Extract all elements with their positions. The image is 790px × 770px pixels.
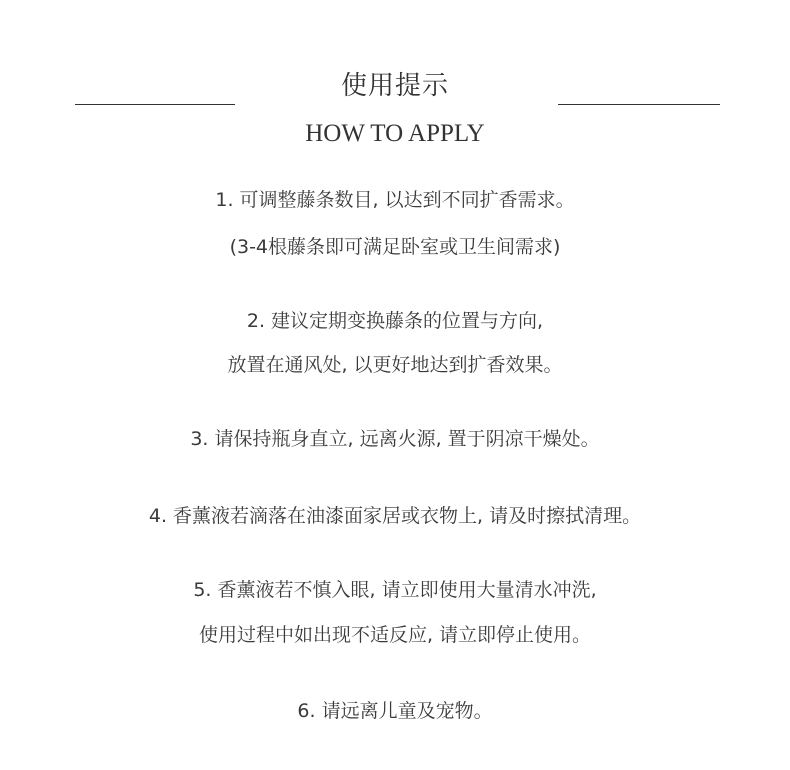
tip-1-line-1: 1. 可调整藤条数目, 以达到不同扩香需求。 — [215, 189, 575, 211]
tip-4-line-1: 4. 香薰液若滴落在油漆面家居或衣物上, 请及时擦拭清理。 — [148, 505, 642, 527]
page-title: 使用提示 — [340, 71, 449, 101]
page-subtitle: HOW TO APPLY — [305, 120, 485, 147]
tip-6-line-1: 6. 请远离儿童及宠物。 — [297, 700, 493, 722]
tip-5-line-1: 5. 香薰液若不慎入眼, 请立即使用大量清水冲洗, — [193, 579, 597, 601]
tip-3-line-1: 3. 请保持瓶身直立, 远离火源, 置于阴凉干燥处。 — [190, 428, 600, 450]
tip-1-line-2: (3-4根藤条即可满足卧室或卫生间需求) — [229, 236, 561, 258]
tip-2-line-1: 2. 建议定期变换藤条的位置与方向, — [246, 310, 544, 332]
tip-2-line-2: 放置在通风处, 以更好地达到扩香效果。 — [227, 354, 563, 376]
tip-5-line-2: 使用过程中如出现不适反应, 请立即停止使用。 — [198, 624, 592, 646]
